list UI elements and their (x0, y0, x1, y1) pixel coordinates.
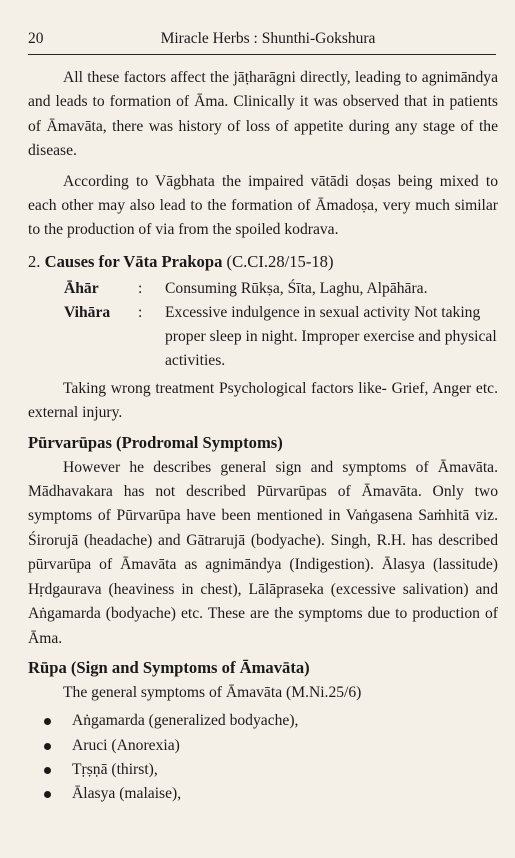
symptom-text: Tṛṣṇā (thirst), (72, 760, 158, 778)
list-item (28, 758, 498, 782)
cause-definition: Excessive indulgence in sexual activity Not taking proper sleep in night. Improper exercise and physical activities. (165, 303, 497, 369)
symptom-text: Aruci (Anorexia) (72, 736, 180, 754)
symptom-text: Ālasya (malaise), (72, 784, 182, 802)
paragraph-purvarupa: However he describes general sign and symptoms of Āmavāta. Mādhavakara has not described Pūrvarūpas of Āmavāta. Only two symptoms of Pūrvarūpa have been mentioned in Vaṅgasena Saṁhitā viz. Śirorujā (headache) and Gātrarujā (bodyache). Singh, R.H. has described pūrvarūpa of Āmavāta as agnimāndya (Indigestion). Ālasya (lassitude) Hṛdgaurava (heaviness in chest), Lālāpraseka (excessive salivation) and Aṅgamarda (bodyache) etc. These are the symptoms due to production of Āma. (28, 458, 498, 647)
cause-row-vihara (64, 301, 498, 373)
list-item (28, 709, 498, 733)
paragraph-agni: All these factors affect the jāṭharāgni directly, leading to agnimāndya and leads to formation of Āma. Clinically it was observed that in patients of Āmavāta, there was history of loss of appetite during any stage of the disease. (28, 69, 498, 160)
list-item (28, 782, 498, 806)
page-body (28, 66, 498, 806)
bullet-icon (44, 791, 51, 798)
section-title: Causes for Vāta Prakopa (44, 251, 223, 271)
list-item (28, 734, 498, 758)
bullet-icon (44, 718, 51, 725)
cause-row-ahar (64, 277, 498, 301)
heading-purvarupa: Pūrvarūpas (Prodromal Symptoms) (28, 432, 283, 452)
symptom-list (28, 709, 498, 806)
paragraph-wrong-treatment: Taking wrong treatment Psychological factors like- Grief, Anger etc. external injury. (28, 379, 498, 422)
paragraph-rupa-intro: The general symptoms of Āmavāta (M.Ni.25/6) (63, 683, 362, 701)
paragraph-vagbhata: According to Vāgbhata the impaired vātādi doṣas being mixed to each other may also lead to the formation of Āmadoṣa, very much similar to the production of via from the spoiled kodrava. (28, 172, 498, 239)
symptom-text: Aṅgamarda (generalized bodyache), (72, 712, 299, 730)
bullet-icon (44, 743, 51, 750)
section-heading-vata-prakopa (28, 249, 498, 275)
cause-term: Āhār (64, 279, 99, 297)
bullet-icon (44, 767, 51, 774)
page-header (28, 30, 496, 55)
cause-colon: : (138, 279, 143, 297)
cause-list (64, 277, 498, 373)
cause-term: Vihāra (64, 303, 111, 321)
page-number: 20 (28, 30, 44, 47)
cause-definition: Consuming Rūkṣa, Śīta, Laghu, Alpāhāra. (165, 279, 428, 297)
heading-rupa: Rūpa (Sign and Symptoms of Āmavāta) (28, 657, 310, 677)
cause-colon: : (138, 303, 143, 321)
section-number: 2. (28, 251, 41, 271)
section-reference: (C.CI.28/15-18) (226, 251, 334, 271)
running-title: Miracle Herbs : Shunthi-Gokshura (160, 30, 376, 47)
